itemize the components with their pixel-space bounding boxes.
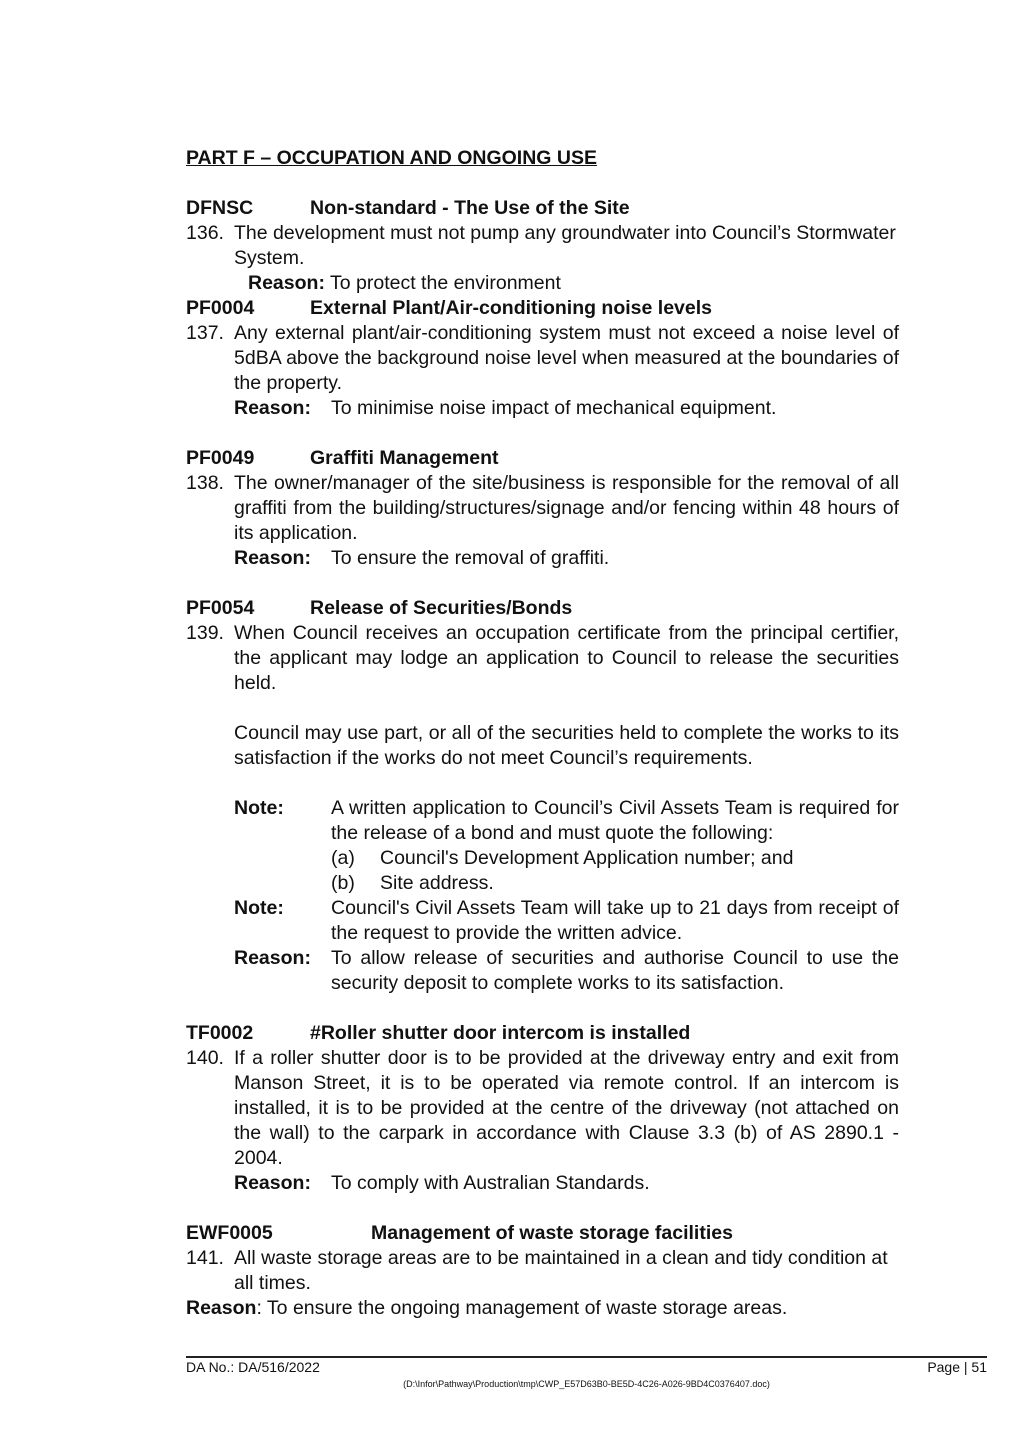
reason-label: Reason (186, 1297, 257, 1319)
reason-line (186, 1296, 899, 1321)
note-content (331, 796, 899, 896)
condition-code: PF0004 (186, 297, 255, 319)
reason-label: Reason: (248, 272, 325, 294)
reason-text: To protect the environment (330, 272, 561, 294)
page-number: Page | 51 (927, 1359, 987, 1375)
reason-text: To minimise noise impact of mechanical equipment. (331, 397, 777, 419)
reason-label: Reason: (234, 1172, 311, 1194)
condition-text: Any external plant/air-conditioning system must not exceed a noise level of 5dBA above the background noise level when measured at the boundaries of the property. (234, 322, 899, 394)
sub-item-label: (a) (331, 847, 355, 869)
condition-number: 138. (186, 472, 224, 494)
condition-heading (186, 1021, 899, 1046)
note-row (186, 896, 899, 946)
condition-text: All waste storage areas are to be maintained in a clean and tidy condition at all times. (234, 1247, 888, 1294)
reason-label: Reason: (234, 947, 311, 969)
reason-label: Reason: (234, 397, 311, 419)
note-label: Note: (234, 897, 284, 919)
condition-number: 136. (186, 222, 224, 244)
document-path: (D:\Infor\Pathway\Production\tmp\CWP_E57D63B0-BE5D-4C26-A026-9BD4C0376407.doc) (403, 1379, 770, 1389)
condition-heading (186, 446, 899, 471)
condition-item (186, 1046, 899, 1171)
reason-text: To allow release of securities and authorise Council to use the security deposit to complete works to its satisfaction. (331, 947, 899, 994)
condition-number: 141. (186, 1247, 224, 1269)
note-text: A written application to Council’s Civil Assets Team is required for the release of a bond and must quote the following: (331, 797, 899, 844)
reason-text: To ensure the removal of graffiti. (331, 547, 610, 569)
condition-code: TF0002 (186, 1022, 254, 1044)
reason-line (186, 546, 899, 571)
sub-item-label: (b) (331, 872, 355, 894)
reason-line (186, 396, 899, 421)
reason-text: : To ensure the ongoing management of waste storage areas. (256, 1297, 788, 1319)
condition-text: The owner/manager of the site/business is responsible for the removal of all graffiti from the building/structures/signage and/or fencing within 48 hours of its application. (234, 472, 899, 544)
condition-heading (186, 596, 899, 621)
reason-line (186, 271, 899, 296)
reason-text: To comply with Australian Standards. (331, 1172, 650, 1194)
reason-label: Reason: (234, 547, 311, 569)
reason-line (186, 1171, 899, 1196)
sub-item-text: Site address. (380, 872, 494, 894)
condition-item (186, 321, 899, 396)
sub-item-text: Council's Development Application number; and (380, 847, 794, 869)
condition-code: EWF0005 (186, 1222, 273, 1244)
reason-line (186, 946, 899, 996)
condition-text: When Council receives an occupation certificate from the principal certifier, the applicant may lodge an application to Council to release the securities held. (234, 622, 899, 694)
condition-number: 139. (186, 622, 224, 644)
condition-text: The development must not pump any groundwater into Council’s Stormwater System. (234, 222, 896, 269)
condition-heading (186, 1221, 899, 1246)
condition-title: Release of Securities/Bonds (310, 597, 573, 619)
note-row (186, 796, 899, 896)
condition-code: PF0054 (186, 597, 255, 619)
da-number: DA No.: DA/516/2022 (186, 1359, 320, 1375)
note-label: Note: (234, 797, 284, 819)
condition-number: 140. (186, 1047, 224, 1069)
condition-number: 137. (186, 322, 224, 344)
condition-code: DFNSC (186, 197, 254, 219)
condition-title: Management of waste storage facilities (371, 1222, 733, 1244)
part-title: PART F – OCCUPATION AND ONGOING USE (186, 147, 597, 169)
condition-code: PF0049 (186, 447, 255, 469)
condition-heading (186, 196, 899, 221)
sub-item (331, 871, 899, 896)
condition-item (186, 471, 899, 546)
note-text: Council's Civil Assets Team will take up to 21 days from receipt of the request to provide the written advice. (331, 897, 899, 944)
document-page (186, 146, 899, 1321)
condition-title: Non-standard - The Use of the Site (310, 197, 630, 219)
condition-title: Graffiti Management (310, 447, 499, 469)
sub-item (331, 846, 899, 871)
condition-title: #Roller shutter door intercom is installed (310, 1022, 691, 1044)
condition-item (186, 221, 899, 271)
condition-title: External Plant/Air-conditioning noise levels (310, 297, 712, 319)
condition-item (186, 621, 899, 696)
page-footer (186, 1356, 987, 1390)
condition-item (186, 1246, 899, 1296)
condition-heading (186, 296, 899, 321)
condition-text: If a roller shutter door is to be provided at the driveway entry and exit from Manson Street, it is to be operated via remote control. If an intercom is installed, it is to be provided at the centre of the driveway (not attached on the wall) to the carpark in accordance with Clause 3.3 (b) of AS 2890.1 - 2004. (234, 1047, 899, 1169)
condition-paragraph: Council may use part, or all of the securities held to complete the works to its satisfaction if the works do not meet Council’s requirements. (234, 722, 899, 769)
